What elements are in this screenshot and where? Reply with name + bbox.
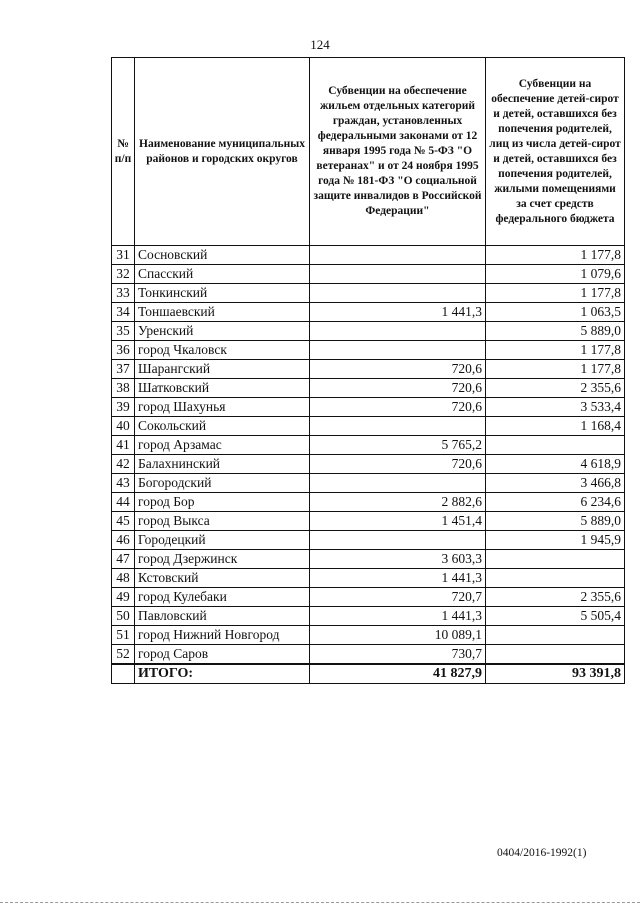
table-row (112, 398, 625, 417)
row-number: 42 (112, 455, 135, 474)
table-row (112, 284, 625, 303)
veterans-subvention-value: 3 603,3 (310, 550, 486, 569)
table-row (112, 379, 625, 398)
row-number: 35 (112, 322, 135, 341)
total-num-cell (112, 664, 135, 684)
orphans-subvention-value: 2 355,6 (486, 588, 625, 607)
district-name: город Чкаловск (135, 341, 310, 360)
orphans-subvention-value: 3 533,4 (486, 398, 625, 417)
row-number: 36 (112, 341, 135, 360)
district-name: Шарангский (135, 360, 310, 379)
table-row (112, 512, 625, 531)
row-number: 31 (112, 246, 135, 265)
row-number: 41 (112, 436, 135, 455)
row-number: 33 (112, 284, 135, 303)
district-name: Сосновский (135, 246, 310, 265)
veterans-subvention-value: 1 451,4 (310, 512, 486, 531)
table-row (112, 550, 625, 569)
table-row (112, 474, 625, 493)
row-number: 50 (112, 607, 135, 626)
district-name: город Саров (135, 645, 310, 665)
header-veterans-subvention: Субвенции на обеспечение жильем отдельных категорий граждан, установленных федеральными законами от 12 января 1995 года № 5-ФЗ "О ветеранах" и от 24 ноября 1995 года № 181-ФЗ "О социальной защите инвалидов в Российской Федерации" (310, 58, 486, 246)
veterans-subvention-value: 720,6 (310, 379, 486, 398)
row-number: 46 (112, 531, 135, 550)
orphans-subvention-value: 5 889,0 (486, 322, 625, 341)
district-name: Уренский (135, 322, 310, 341)
table-row (112, 645, 625, 665)
district-name: город Выкса (135, 512, 310, 531)
district-name: Балахнинский (135, 455, 310, 474)
table-row (112, 417, 625, 436)
table-row (112, 246, 625, 265)
scan-edge-divider (0, 902, 640, 904)
budget-table (111, 57, 625, 684)
header-row (112, 58, 625, 246)
orphans-subvention-value (486, 645, 625, 665)
orphans-subvention-value: 1 177,8 (486, 360, 625, 379)
row-number: 44 (112, 493, 135, 512)
total-row (112, 664, 625, 684)
veterans-subvention-value: 720,6 (310, 398, 486, 417)
table-row (112, 322, 625, 341)
veterans-subvention-value: 720,6 (310, 455, 486, 474)
orphans-subvention-value: 5 889,0 (486, 512, 625, 531)
veterans-subvention-value (310, 474, 486, 493)
row-number: 48 (112, 569, 135, 588)
district-name: Павловский (135, 607, 310, 626)
veterans-subvention-value: 1 441,3 (310, 569, 486, 588)
orphans-subvention-value: 1 079,6 (486, 265, 625, 284)
veterans-subvention-value (310, 417, 486, 436)
orphans-subvention-value: 1 177,8 (486, 284, 625, 303)
district-name: Кстовский (135, 569, 310, 588)
table-row (112, 493, 625, 512)
header-name: Наименование муниципальных районов и городских округов (135, 58, 310, 246)
veterans-subvention-value: 720,6 (310, 360, 486, 379)
veterans-subvention-value: 5 765,2 (310, 436, 486, 455)
orphans-subvention-value: 5 505,4 (486, 607, 625, 626)
header-orphans-subvention: Субвенции на обеспечение детей-сирот и детей, оставшихся без попечения родителей, лиц из числа детей-сирот и детей, оставшихся без попечения родителей, жилыми помещениями за счет средств федерального бюджета (486, 58, 625, 246)
table-row (112, 569, 625, 588)
row-number: 37 (112, 360, 135, 379)
orphans-subvention-value (486, 626, 625, 645)
total-label: ИТОГО: (135, 664, 310, 684)
district-name: Богородский (135, 474, 310, 493)
table-row (112, 436, 625, 455)
veterans-subvention-value: 2 882,6 (310, 493, 486, 512)
orphans-subvention-value: 2 355,6 (486, 379, 625, 398)
district-name: город Шахунья (135, 398, 310, 417)
district-name: Спасский (135, 265, 310, 284)
veterans-subvention-value (310, 531, 486, 550)
table-row (112, 360, 625, 379)
header-num: № п/п (112, 58, 135, 246)
orphans-subvention-value (486, 436, 625, 455)
district-name: город Кулебаки (135, 588, 310, 607)
district-name: Сокольский (135, 417, 310, 436)
district-name: город Бор (135, 493, 310, 512)
row-number: 38 (112, 379, 135, 398)
district-name: город Дзержинск (135, 550, 310, 569)
district-name: город Арзамас (135, 436, 310, 455)
orphans-subvention-value: 1 168,4 (486, 417, 625, 436)
veterans-subvention-value (310, 284, 486, 303)
orphans-subvention-value: 3 466,8 (486, 474, 625, 493)
orphans-subvention-value: 6 234,6 (486, 493, 625, 512)
district-name: Городецкий (135, 531, 310, 550)
veterans-subvention-value (310, 341, 486, 360)
table-row (112, 531, 625, 550)
orphans-subvention-value: 1 945,9 (486, 531, 625, 550)
row-number: 47 (112, 550, 135, 569)
total-orphans-value: 93 391,8 (486, 664, 625, 684)
veterans-subvention-value (310, 265, 486, 284)
table-row (112, 341, 625, 360)
veterans-subvention-value: 1 441,3 (310, 607, 486, 626)
orphans-subvention-value: 1 063,5 (486, 303, 625, 322)
row-number: 52 (112, 645, 135, 665)
orphans-subvention-value (486, 550, 625, 569)
row-number: 39 (112, 398, 135, 417)
veterans-subvention-value: 1 441,3 (310, 303, 486, 322)
veterans-subvention-value: 10 089,1 (310, 626, 486, 645)
veterans-subvention-value (310, 322, 486, 341)
page-number: 124 (310, 37, 330, 52)
orphans-subvention-value (486, 569, 625, 588)
row-number: 34 (112, 303, 135, 322)
orphans-subvention-value: 4 618,9 (486, 455, 625, 474)
table-row (112, 455, 625, 474)
table-row (112, 303, 625, 322)
district-name: Тоншаевский (135, 303, 310, 322)
row-number: 40 (112, 417, 135, 436)
orphans-subvention-value: 1 177,8 (486, 246, 625, 265)
district-name: Тонкинский (135, 284, 310, 303)
veterans-subvention-value: 720,7 (310, 588, 486, 607)
row-number: 49 (112, 588, 135, 607)
orphans-subvention-value: 1 177,8 (486, 341, 625, 360)
row-number: 43 (112, 474, 135, 493)
row-number: 51 (112, 626, 135, 645)
district-name: город Нижний Новгород (135, 626, 310, 645)
table-row (112, 626, 625, 645)
row-number: 32 (112, 265, 135, 284)
document-code: 0404/2016-1992(1) (497, 847, 587, 859)
table-row (112, 607, 625, 626)
district-name: Шатковский (135, 379, 310, 398)
veterans-subvention-value: 730,7 (310, 645, 486, 665)
row-number: 45 (112, 512, 135, 531)
table-row (112, 265, 625, 284)
veterans-subvention-value (310, 246, 486, 265)
total-veterans-value: 41 827,9 (310, 664, 486, 684)
table-row (112, 588, 625, 607)
